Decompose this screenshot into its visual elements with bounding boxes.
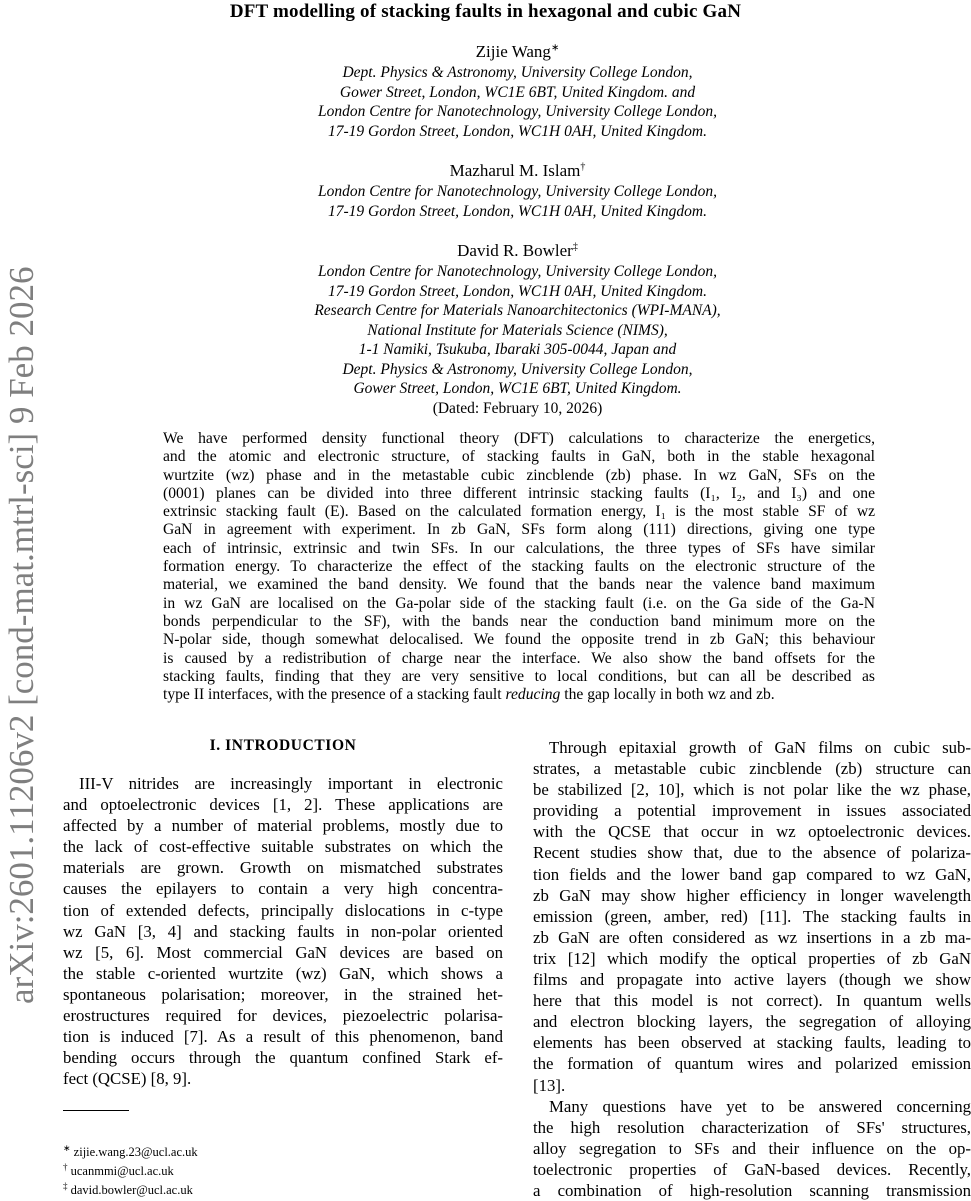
body-line: the stable c-oriented wurtzite (wz) GaN, which shows a bbox=[63, 963, 503, 983]
body-line: tion fields and the lower band gap compared to wz GaN, bbox=[533, 864, 971, 884]
abstract-line: in wz GaN are localised on the Ga-polar side of the stacking fault (i.e. on the Ga side of the Ga-N bbox=[163, 594, 875, 612]
body-line: with the QCSE that occur in wz optoelectronic devices. bbox=[533, 822, 971, 842]
body-line: providing a potential improvement in issues associated bbox=[533, 801, 971, 821]
body-line: toelectronic properties of GaN-based devices. Recently, bbox=[533, 1160, 971, 1180]
abstract-line: wurtzite (wz) phase and in the metastable cubic zincblende (zb) phase. In wz GaN, SFs on the bbox=[163, 466, 875, 484]
author-name: Mazharul M. Islam† bbox=[449, 161, 586, 180]
abstract-line: material, we examined the band density. We found that the bands near the valence band maximum bbox=[163, 576, 875, 594]
abstract-line: and the atomic and electronic structure, of stacking faults in GaN, both in the stable hexagonal bbox=[163, 448, 875, 466]
author-affiliation: London Centre for Nanotechnology, University College London, 17-19 Gordon Street, London, WC1H 0AH, United Kingdom. Research Centre for Materials Nanoarchitectonics (WPI-MANA), National Institute for Materials Science (NIMS), 1-1 Namiki, Tsukuba, Ibaraki 305-0044, Japan and Dept. Physics & Astronomy, University College London, Gower Street, London, WC1E 6BT, United Kingdom. bbox=[314, 263, 721, 397]
body-line: the lack of cost-effective suitable substrates on which the bbox=[63, 837, 503, 857]
abstract-line: is caused by a redistribution of charge near the interface. We also show the band offsets for the bbox=[163, 649, 875, 667]
abstract-line: GaN in agreement with experiment. In zb GaN, SFs form along (111) directions, giving one type bbox=[163, 521, 875, 539]
body-line: materials are grown. Growth on mismatched substrates bbox=[63, 858, 503, 878]
footnotes bbox=[63, 1143, 463, 1200]
body-line: and optoelectronic devices [1, 2]. These applications are bbox=[63, 795, 503, 815]
abstract-line: N-polar side, though somewhat delocalised. We found the opposite trend in zb GaN; this behaviour bbox=[163, 631, 875, 649]
body-line: wz [5, 6]. Most commercial GaN devices are based on bbox=[63, 942, 503, 962]
paper-title: DFT modelling of stacking faults in hexagonal and cubic GaN bbox=[229, 1, 742, 22]
body-line: tion of extended defects, principally dislocations in c-type bbox=[63, 900, 503, 920]
footnote-email: ‡ david.bowler@ucl.ac.uk bbox=[63, 1180, 193, 1197]
author-name: Zijie Wang∗ bbox=[475, 42, 560, 61]
body-line: a combination of high-resolution scanning transmission bbox=[533, 1181, 971, 1201]
arxiv-identifier: arXiv:2601.11206v2 [cond-mat.mtrl-sci] 9 Feb 2026 bbox=[2, 266, 41, 1004]
footnote-rule bbox=[63, 1110, 129, 1111]
body-line: films and propagate into active layers (though we show bbox=[533, 970, 971, 990]
body-line: causes the epilayers to contain a very high concentra- bbox=[63, 879, 503, 899]
author-name: David R. Bowler‡ bbox=[457, 241, 578, 260]
body-line: fect (QCSE) [8, 9]. bbox=[63, 1069, 192, 1089]
body-line: trix [12] which modify the optical properties of zb GaN bbox=[533, 948, 971, 968]
abstract-line: type II interfaces, with the presence of a stacking fault reducing the gap locally in both wz and zb. bbox=[163, 686, 775, 704]
body-line: alloy segregation to SFs and their influence on the op- bbox=[533, 1139, 971, 1159]
abstract-line: We have performed density functional theory (DFT) calculations to characterize the energetics, bbox=[163, 430, 875, 447]
body-line: affected by a number of material problems, mostly due to bbox=[63, 816, 503, 836]
body-line: III-V nitrides are increasingly important in electronic bbox=[79, 774, 503, 793]
body-line: Many questions have yet to be answered concerning bbox=[549, 1097, 971, 1116]
abstract-line: each of intrinsic, extrinsic and twin SFs. In our calculations, the three types of SFs have similar bbox=[163, 539, 875, 557]
author-affiliation: London Centre for Nanotechnology, University College London, 17-19 Gordon Street, London, WC1H 0AH, United Kingdom. bbox=[318, 183, 717, 220]
body-line: bending occurs through the quantum confined Stark ef- bbox=[63, 1048, 503, 1068]
body-line: erostructures required for devices, piezoelectric polarisa- bbox=[63, 1006, 503, 1026]
body-line: and electron blocking layers, the segregation of alloying bbox=[533, 1012, 971, 1032]
body-line: spontaneous polarisation; moreover, in the strained het- bbox=[63, 984, 503, 1004]
footnote-email: ∗ zijie.wang.23@ucl.ac.uk bbox=[63, 1142, 198, 1159]
body-line: tion is induced [7]. As a result of this phenomenon, band bbox=[63, 1027, 503, 1047]
body-line: wz GaN [3, 4] and stacking faults in non-polar oriented bbox=[63, 921, 503, 941]
body-line: the high resolution characterization of SFs' structures, bbox=[533, 1118, 971, 1138]
abstract-line: (0001) planes can be divided into three different intrinsic stacking faults (I₁, I₂, and I₃) and one bbox=[163, 484, 875, 502]
author-block-3 bbox=[150, 241, 885, 418]
body-line: Recent studies show that, due to the absence of polariza- bbox=[533, 843, 971, 863]
abstract-line: extrinsic stacking fault (E). Based on the calculated formation energy, I₁ is the most stable SF of wz bbox=[163, 503, 875, 521]
abstract bbox=[163, 430, 875, 704]
body-line: here that this model is not correct). In quantum wells bbox=[533, 991, 971, 1011]
abstract-line: formation energy. To characterize the effect of the stacking faults on the electronic structure of the bbox=[163, 558, 875, 576]
section-heading: I. INTRODUCTION bbox=[209, 737, 357, 754]
body-line: emission (green, amber, red) [11]. The stacking faults in bbox=[533, 906, 971, 926]
author-affiliation: Dept. Physics & Astronomy, University College London, Gower Street, London, WC1E 6BT, United Kingdom. and London Centre for Nanotechnology, University College London, 17-19 Gordon Street, London, WC1H 0AH, United Kingdom. bbox=[318, 64, 717, 140]
body-line: zb GaN are often considered as wz insertions in a zb ma- bbox=[533, 927, 971, 947]
body-line: Through epitaxial growth of GaN films on cubic sub- bbox=[549, 738, 971, 757]
right-column-paragraph-2 bbox=[533, 1096, 971, 1201]
body-line: elements has been observed at stacking faults, leading to bbox=[533, 1033, 971, 1053]
date-line: (Dated: February 10, 2026) bbox=[432, 399, 603, 417]
author-block-2 bbox=[150, 161, 885, 221]
body-line: strates, a metastable cubic zincblende (zb) structure can bbox=[533, 759, 971, 779]
left-column bbox=[63, 773, 503, 1089]
body-line: zb GaN may show higher efficiency in longer wavelength bbox=[533, 885, 971, 905]
footnote-email: † ucanmmi@ucl.ac.uk bbox=[63, 1161, 174, 1178]
abstract-line: stacking faults, finding that they are very sensitive to local conditions, but can all be described as bbox=[163, 667, 875, 685]
body-line: be stabilized [2, 10], which is not polar like the wz phase, bbox=[533, 780, 971, 800]
body-line: the formation of quantum wires and polarized emission bbox=[533, 1054, 971, 1074]
body-line: [13]. bbox=[533, 1075, 566, 1095]
author-block-1 bbox=[150, 42, 885, 141]
abstract-line: bonds perpendicular to the SF), with the bands near the conduction band minimum more on the bbox=[163, 612, 875, 630]
right-column-paragraph-1 bbox=[533, 737, 971, 1096]
